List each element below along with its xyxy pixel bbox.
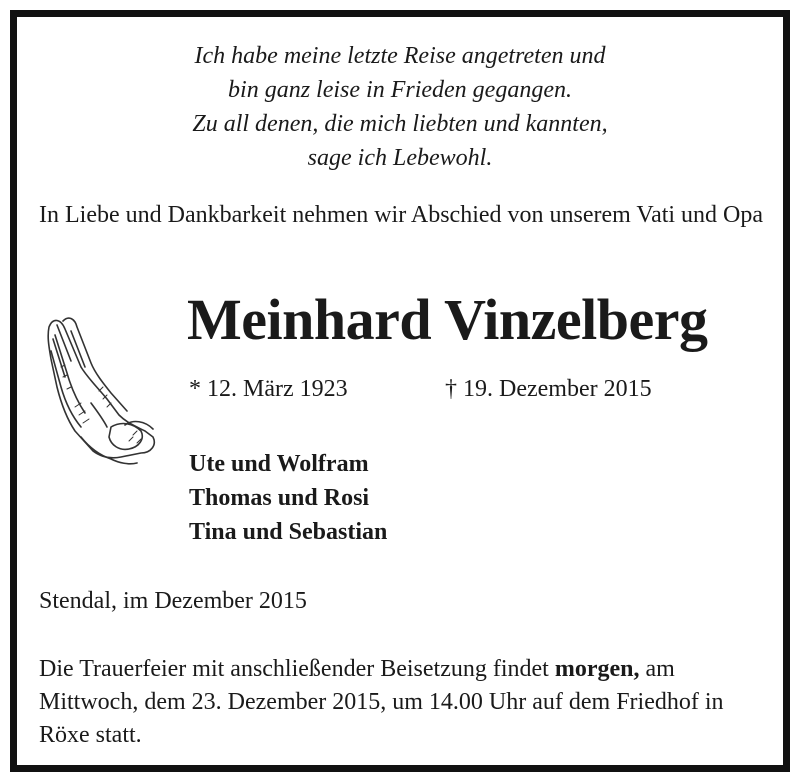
poem-line: Zu all denen, die mich liebten und kannten, xyxy=(192,111,608,137)
mourners-list xyxy=(189,447,387,549)
memorial-poem xyxy=(17,39,783,175)
praying-hands-icon xyxy=(41,307,161,477)
poem-line: bin ganz leise in Frieden gegangen. xyxy=(228,77,572,103)
funeral-info xyxy=(39,653,779,752)
birth-date: * 12. März 1923 xyxy=(189,376,348,402)
poem-line: Ich habe meine letzte Reise angetreten und xyxy=(194,43,606,69)
mourner-name: Thomas und Rosi xyxy=(189,485,370,511)
mourner-name: Ute und Wolfram xyxy=(189,451,369,477)
funeral-text-end: am Mittwoch, dem 23. Dezember 2015, um 14.00 Uhr auf dem Friedhof in Röxe statt. xyxy=(39,656,724,748)
deceased-name: Meinhard Vinzelberg xyxy=(187,287,708,352)
funeral-text-start: Die Trauerfeier mit anschließender Beisetzung findet xyxy=(39,656,555,682)
poem-line: sage ich Lebewohl. xyxy=(307,145,493,171)
funeral-emphasis: morgen, xyxy=(554,656,640,682)
intro-text: In Liebe und Dankbarkeit nehmen wir Abschied von unserem Vati und Opa xyxy=(39,202,764,228)
mourner-name: Tina und Sebastian xyxy=(189,519,388,545)
obituary-notice xyxy=(10,10,790,772)
death-date: † 19. Dezember 2015 xyxy=(445,376,652,402)
place-and-date: Stendal, im Dezember 2015 xyxy=(39,588,307,614)
